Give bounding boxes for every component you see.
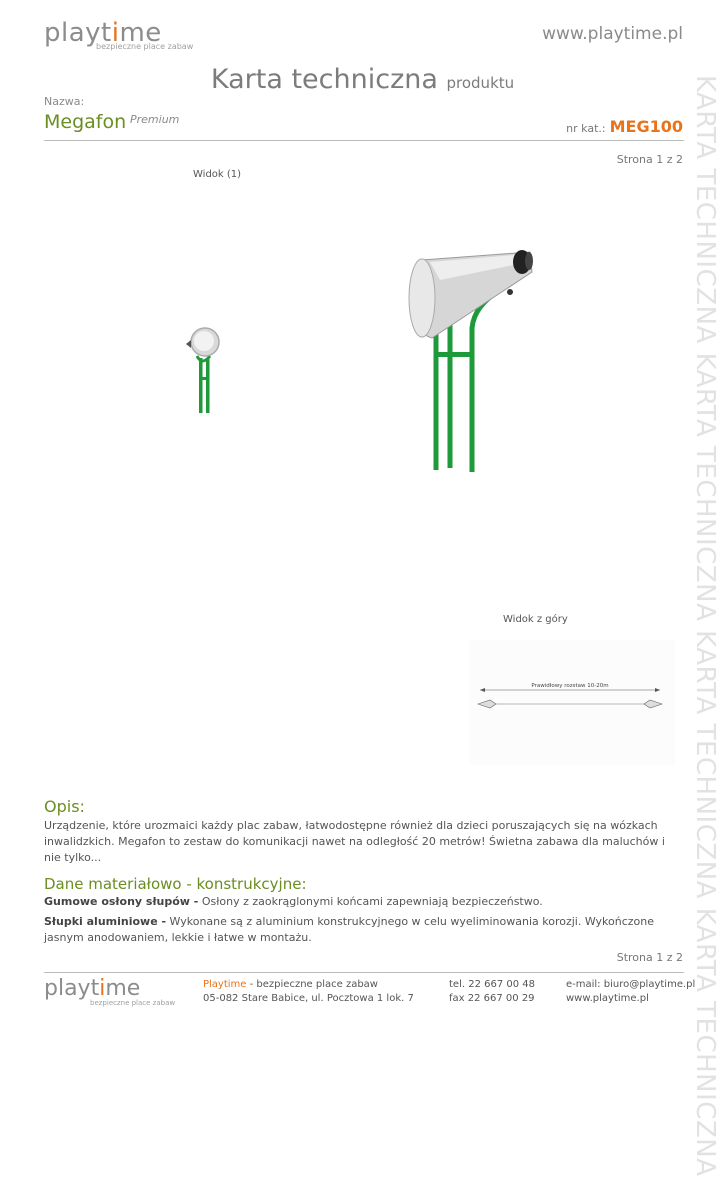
name-label: Nazwa: xyxy=(44,95,85,108)
product-name: Megafon xyxy=(44,111,127,133)
top-view-diagram xyxy=(470,640,675,765)
catalog-code: MEG100 xyxy=(609,117,683,136)
catalog-number: nr kat.: MEG100 xyxy=(566,117,683,136)
playtime-logo xyxy=(44,18,194,51)
footer-company: Playtime - bezpieczne place zabaw 05-082 Stare Babice, ul. Pocztowa 1 lok. 7 xyxy=(203,979,414,1004)
description-text: Urządzenie, które urozmaici każdy plac zabaw, łatwodostępne również dla dzieci poruszających się na wózkach inwalidzkich. Megafon to zestaw do komunikacji nawet na odległość 20 metrów! Świetna zabawa dla maluchów i nie tylko... xyxy=(44,819,665,864)
footer-phone xyxy=(449,978,535,1006)
logo-tagline: bezpieczne place zabaw xyxy=(96,42,194,51)
megaphone-small-illustration xyxy=(180,322,225,417)
footer-divider xyxy=(44,972,684,973)
description-heading: Opis: xyxy=(44,797,85,816)
footer-logo-tagline: bezpieczne place zabaw xyxy=(90,999,176,1007)
footer-logo xyxy=(44,976,176,1007)
sidebar-watermark: KARTA TECHNICZNA KARTA TECHNICZNA KARTA TECHNICZNA KARTA TECHNICZNA xyxy=(690,75,720,1177)
header-website[interactable]: www.playtime.pl xyxy=(542,24,683,44)
footer-logo-wordmark: playtime xyxy=(44,976,141,1001)
spacing-label: Prawidłowy rozstaw 10-20m xyxy=(531,683,609,689)
view1-label: Widok (1) xyxy=(193,169,242,180)
footer-tel[interactable]: tel. 22 667 00 48 xyxy=(449,979,536,990)
specs-heading: Dane materiałowo - konstrukcyjne: xyxy=(44,875,307,893)
page-title: Karta techniczna produktu xyxy=(210,64,515,95)
footer-email[interactable]: e-mail: biuro@playtime.pl xyxy=(566,979,696,990)
header-divider xyxy=(44,140,684,141)
product-line: Premium xyxy=(130,113,180,126)
megaphone-large-illustration xyxy=(400,240,540,475)
page-number-top: Strona 1 z 2 xyxy=(616,153,683,166)
logo-wordmark: playtime xyxy=(44,18,162,48)
footer-website[interactable]: www.playtime.pl xyxy=(566,993,649,1004)
page-number-bottom: Strona 1 z 2 xyxy=(616,951,683,964)
footer-contact xyxy=(566,978,695,1006)
top-view-label: Widok z góry xyxy=(503,614,568,625)
footer-fax: fax 22 667 00 29 xyxy=(449,993,535,1004)
spec-posts: Słupki aluminiowe - Wykonane są z aluminium konstrukcyjnego w celu wyeliminowania korozji. Wykończone jasnym anodowaniem, lekkie i łatwe w montażu. xyxy=(44,915,655,944)
spec-covers: Gumowe osłony słupów - Osłony z zaokrąglonymi końcami zapewniają bezpieczeństwo. xyxy=(44,895,543,908)
